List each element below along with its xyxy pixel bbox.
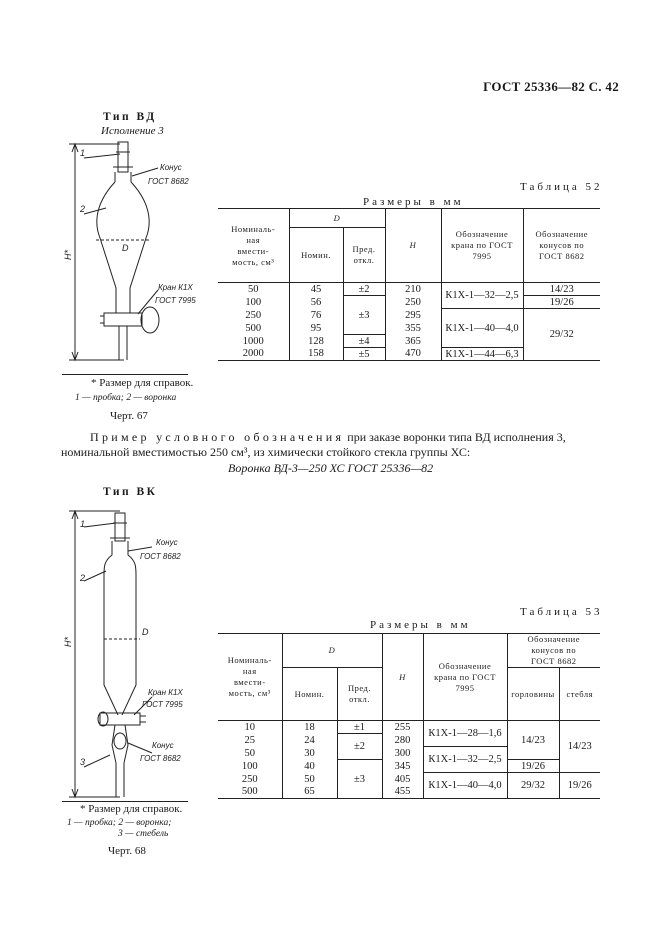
table-row: 250 50 405 К1Х-1—40—4,0 29/32 19/26 <box>218 773 600 786</box>
table52-head-nomin: Номин. <box>289 228 343 283</box>
table53-head-h: H <box>382 634 423 721</box>
fig68-label-1: 1 <box>80 519 86 529</box>
example-line1 <box>90 430 566 445</box>
fig68-type-title: Тип ВК <box>103 486 158 498</box>
table52-head-nominal: Номиналь- ная вмести- мость, см³ <box>218 209 289 283</box>
table-row: 1000 128 ±4 365 <box>218 335 600 348</box>
fig68-caption: Черт. 68 <box>108 845 146 857</box>
fig67-drawing <box>60 138 230 370</box>
fig67-label-gost-konus: ГОСТ 8682 <box>148 177 189 186</box>
table53-head-kran: Обозначение крана по ГОСТ 7995 <box>423 634 507 721</box>
table53-title: Таблица 53 <box>520 606 603 618</box>
fig67-type-title: Тип ВД <box>103 111 157 123</box>
example-intro: Пример условного обозначения <box>90 430 345 444</box>
table-row: 50 30 300 К1Х-1—32—2,5 <box>218 747 600 760</box>
table53-head-gorlo: горловины <box>507 668 559 721</box>
example-line1-rest: при заказе воронки типа ВД исполнения 3, <box>347 430 566 444</box>
fig67-label-d: D <box>122 243 129 253</box>
table52-subtitle: Размеры в мм <box>363 196 464 208</box>
table53-head-pred: Пред. откл. <box>337 668 382 721</box>
table-row: 100 56 ±3 250 19/26 <box>218 296 600 309</box>
table53-head-nomin: Номин. <box>282 668 337 721</box>
fig68-label-h: H* <box>63 636 73 647</box>
example-line2: номинальной вместимостью 250 см³, из химически стойкого стекла группы ХС: <box>61 445 471 459</box>
fig68-legend2: 3 — стебель <box>118 829 169 839</box>
table53-head-konus: Обозначение конусов по ГОСТ 8682 <box>507 634 600 668</box>
table-row: 50 45 ±2 210 К1Х-1—32—2,5 14/23 <box>218 283 600 296</box>
page-header: ГОСТ 25336—82 С. 42 <box>483 79 619 94</box>
fig68-label-2: 2 <box>80 573 86 583</box>
table52-head-kran: Обозначение крана по ГОСТ 7995 <box>441 209 523 283</box>
fig68-label-konus2: Конус <box>152 741 174 750</box>
fig68-legend1: 1 — пробка; 2 — воронка; <box>67 818 172 828</box>
fig68-label-konus: Конус <box>156 538 178 547</box>
fig68-footnote-rule <box>62 801 188 802</box>
fig67-label-kran: Кран К1Х <box>158 283 193 292</box>
fig67-footnote-rule <box>62 374 188 375</box>
table53-subtitle: Размеры в мм <box>370 619 471 631</box>
fig68-label-d: D <box>142 627 149 637</box>
table-row: 100 40 ±3 345 19/26 <box>218 760 600 773</box>
fig68-footnote: * Размер для справок. <box>80 803 183 815</box>
fig67-legend: 1 — пробка; 2 — воронка <box>75 393 177 403</box>
table53-head-stebel: стебля <box>559 668 600 721</box>
table-row: 250 76 295 К1Х-1—40—4,0 29/32 <box>218 309 600 322</box>
table52-head-d: D <box>289 209 385 228</box>
fig67-label-konus: Конус <box>160 163 182 172</box>
fig67-footnote: * Размер для справок. <box>91 377 194 389</box>
table53-head-nominal: Номиналь- ная вмести- мость, см³ <box>218 634 282 721</box>
fig68-label-gost-konus: ГОСТ 8682 <box>140 552 181 561</box>
table-row: 500 65 455 <box>218 786 600 799</box>
table53-head-d: D <box>282 634 382 668</box>
fig67-label-h: H* <box>63 249 73 260</box>
fig67-label-gost-kran: ГОСТ 7995 <box>155 296 196 305</box>
table-row: 500 95 355 <box>218 322 600 335</box>
table52-head-konus: Обозначение конусов по ГОСТ 8682 <box>523 209 600 283</box>
fig67-label-2: 2 <box>80 204 86 214</box>
fig68-drawing <box>60 505 230 803</box>
table-row: 2000 158 ±5 470 К1Х-1—44—6,3 <box>218 348 600 361</box>
table-row: 25 24 ±2 280 <box>218 734 600 747</box>
table53 <box>218 633 600 799</box>
table52-head-h: H <box>385 209 441 283</box>
fig68-label-gost-konus2: ГОСТ 8682 <box>140 754 181 763</box>
fig67-caption: Черт. 67 <box>110 410 148 422</box>
fig68-label-gost-kran: ГОСТ 7995 <box>142 700 183 709</box>
table52-title: Таблица 52 <box>520 181 603 193</box>
table52-head-pred: Пред. откл. <box>343 228 385 283</box>
fig68-label-3: 3 <box>80 757 86 767</box>
table-row: 10 18 ±1 255 К1Х-1—28—1,6 14/23 14/23 <box>218 721 600 734</box>
example-designation: Воронка ВД-3—250 ХС ГОСТ 25336—82 <box>228 461 434 475</box>
fig67-subtitle: Исполнение 3 <box>101 125 164 137</box>
fig67-label-1: 1 <box>80 148 86 158</box>
table52 <box>218 208 600 361</box>
fig68-label-kran: Кран К1Х <box>148 688 183 697</box>
